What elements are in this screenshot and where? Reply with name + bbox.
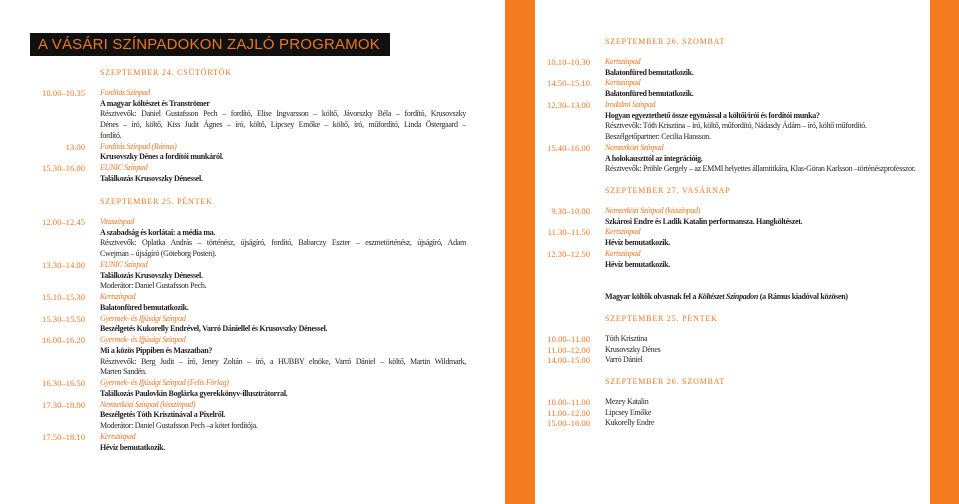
event (42, 259, 466, 292)
reading-day-heading: SZEPTEMBER 26. SZOMBAT (605, 376, 726, 386)
event-time: 15.30–16.00 (42, 163, 85, 174)
event-venue: Vitaszínpad (100, 216, 134, 226)
event-time: 17.30–18.00 (42, 399, 85, 410)
reading-time: 14.00–15.00 (547, 355, 590, 366)
event-header (42, 163, 466, 174)
event (42, 87, 466, 142)
event-header (42, 335, 466, 346)
reading-poet: Krusovszky Dénes (605, 344, 661, 354)
event-title: Találkozás Krusovszky Dénessel. (100, 173, 203, 183)
event-venue: EUNIC Színpad (100, 163, 148, 173)
event-header (42, 313, 466, 325)
event (547, 99, 925, 143)
event (42, 216, 466, 260)
event-detail-line: Résztvevők: Daniel Gustafsson Pech – fordító, Elise Ingvarsson – költő, Jávorszky Béla – fordító, Krusovszky (100, 109, 466, 119)
event-time: 16.00–16.20 (42, 335, 85, 346)
event (42, 335, 466, 378)
reading-time: 15.00–16.00 (547, 418, 590, 429)
event-time: 17.50–18.10 (42, 431, 85, 442)
event-detail-line: Résztvevők: Tóth Krisztina – író, költő, műfordító, Nádasdy Ádám – író, költő műfordító. (605, 121, 867, 131)
event (547, 248, 925, 271)
event (547, 56, 925, 79)
event-venue: Kertszínpad (605, 56, 641, 66)
event-venue: Fordítás Színpad (Rámus) (100, 141, 177, 151)
poetry-readings (547, 292, 925, 429)
event-title: Balatonfüred bemutatkozik. (605, 67, 694, 77)
readings-intro-stage: Költészet Színpadon (697, 292, 759, 302)
reading-slot (547, 355, 925, 366)
reading-slot (547, 344, 925, 356)
event (547, 227, 925, 249)
event-title: Balatonfüred bemutatkozik. (100, 302, 189, 312)
readings-intro (605, 292, 925, 303)
event-title: Találkozás Paulovkin Boglárka gyerekkönyv-illusztrátorral. (100, 388, 288, 398)
event-venue: Gyermek- és Ifjúsági Színpad (100, 335, 186, 345)
event-time: 15.30–15.50 (42, 313, 85, 324)
event-header (42, 87, 466, 99)
event-venue: Gyermek- és Ifjúsági Színpad (100, 313, 186, 323)
event-venue: Nemzetközi Színpad (kisszínpad) (605, 205, 701, 215)
event-header (551, 205, 925, 217)
reading-poet: Kukorelly Endre (605, 418, 655, 428)
event-venue: Fordítás Színpad (100, 87, 150, 97)
event-header (65, 141, 466, 153)
event (65, 141, 466, 164)
event-time: 12.30–12.50 (547, 248, 590, 259)
reading-slot (547, 418, 925, 429)
event-detail-line: fordító. (100, 130, 122, 140)
event-venue: Nemzetközi Színpad (kisszínpad) (100, 399, 196, 409)
event-detail-line: Dénes – író, költő, Kiss Judit Ágnes – író, költő, Lipcsey Emőke – költő, író, műfordító, Linda Östergaard – (100, 120, 466, 130)
event-time: 9.30–10.00 (551, 205, 590, 216)
day-heading: SZEPTEMBER 25. PÉNTEK (100, 196, 213, 206)
event-time: 14.50–15.10 (547, 78, 590, 89)
reading-time: 10.00–11.00 (547, 396, 590, 407)
event-title: Balatonfüred bemutatkozik. (605, 89, 694, 99)
reading-poet: Tóth Krisztina (605, 333, 648, 343)
left-page-program (42, 67, 466, 454)
event-header (42, 431, 466, 443)
event-header (547, 78, 925, 89)
reading-poet: Varró Dániel (605, 355, 643, 365)
event-detail-line: Cwejman – újságíró (Göteborg Posten). (100, 249, 217, 259)
event-detail-line: Résztvevők: Pröhle Gergely – az EMMI helyettes államtitkára, Klas-Göran Karlsson –történészprofesszor. (605, 164, 916, 174)
event-title: Hogyan egyeztethető össze egymással a költői/írói és fordítói munka? (605, 110, 820, 120)
event-time: 10.10–10.30 (547, 56, 590, 67)
reading-slot (547, 396, 925, 408)
right-orange-band (930, 0, 959, 504)
reading-slot (547, 333, 925, 345)
event (42, 378, 466, 400)
event-detail-line: Résztvevők: Oplatka András – történész, újságíró, fordító, Babarczy Eszter – eszmetörténész, újságíró, Adam (100, 238, 466, 248)
event-title: A szabadság és korlátai: a média ma. (100, 227, 216, 237)
event (42, 399, 466, 432)
event-time: 16.30–16.50 (42, 378, 85, 389)
reading-slot (547, 407, 925, 419)
event-title: Hévíz bemutatkozik. (605, 259, 670, 269)
event (547, 78, 925, 100)
event-title: Beszélgetés Kukorelly Endrével, Varró Dániellel és Krusovszky Dénessel. (100, 324, 328, 334)
day-heading: SZEPTEMBER 27. VASÁRNAP (605, 185, 731, 195)
event-header (547, 142, 925, 154)
event-header (42, 399, 466, 411)
event (42, 292, 466, 314)
event-title: Beszélgetés Tóth Krisztinával a Pixelről. (100, 410, 226, 420)
event-detail-line: Moderátor: Daniel Gustafsson Pech –a kötet fordítója. (100, 421, 258, 431)
event-venue: Kertszínpad (605, 78, 641, 88)
event-title: Szkárosi Endre és Ladik Katalin performansza. Hangköltészet. (605, 216, 803, 226)
event (42, 163, 466, 185)
event-header (42, 259, 466, 271)
event-venue: Nemzetközi Színpad (605, 142, 664, 152)
event (547, 142, 925, 175)
reading-time: 11.00–12.00 (547, 407, 590, 418)
event-time: 10.00–10.35 (42, 87, 85, 98)
reading-time: 10.00–11.00 (547, 333, 590, 344)
event-title: A magyar költészet és Tranströmer (100, 98, 210, 108)
event-time: 15.10–15.30 (42, 292, 85, 303)
event-detail-line: Marten Sandén. (100, 367, 147, 377)
event-title: Hévíz bemutatkozik. (100, 442, 165, 452)
event-time: 13.00 (65, 141, 85, 152)
day-heading: SZEPTEMBER 24. CSÜTÖRTÖK (100, 67, 232, 77)
event-time: 11.30–11.50 (547, 227, 590, 238)
event-header (547, 248, 925, 260)
event-header (42, 292, 466, 303)
event-header (42, 216, 466, 228)
event-detail-line: Beszélgetőpartner: Cecilia Hansson. (605, 132, 711, 142)
event-venue: Kertszínpad (605, 248, 641, 258)
event-header (547, 56, 925, 68)
program-title-band (30, 33, 390, 56)
event-header (547, 227, 925, 238)
reading-time: 11.00–12.00 (547, 344, 590, 355)
reading-poet: Mezey Katalin (605, 396, 649, 406)
event-title: Krusovszky Dénes a fordítói munkáról. (100, 152, 224, 162)
event-title: Hévíz bemutatkozik. (605, 238, 670, 248)
event-time: 12.30–13.00 (547, 99, 590, 110)
right-page-program (547, 36, 925, 430)
event-detail-line: Moderátor: Daniel Gustafsson Pech. (100, 281, 207, 291)
event-time: 12.00–12.45 (42, 216, 85, 227)
event (42, 431, 466, 454)
event (551, 205, 925, 228)
event-venue: Kertszínpad (100, 431, 136, 441)
reading-day-heading: SZEPTEMBER 25. PÉNTEK (605, 313, 718, 323)
event (42, 313, 466, 336)
event-venue: EUNIC Színpad (100, 259, 148, 269)
page-title: A VÁSÁRI SZÍNPADOKON ZAJLÓ PROGRAMOK (38, 36, 380, 53)
event-header (42, 378, 466, 389)
event-title: Találkozás Krusovszky Dénessel. (100, 270, 203, 280)
event-header (547, 99, 925, 111)
reading-poet: Lipcsey Emőke (605, 407, 652, 417)
readings-intro-publisher: (a Rámus kiadóval közösen) (758, 292, 848, 302)
event-time: 13.30–14.00 (42, 259, 85, 270)
event-title: A holokauszttól az integrációig. (605, 153, 703, 163)
event-venue: Gyermek- és Ifjúsági Színpad (Felis Förlag) (100, 378, 229, 388)
event-title: Mi a közös Pippiben és Maszatban? (100, 345, 213, 355)
day-heading: SZEPTEMBER 26. SZOMBAT (605, 36, 726, 46)
readings-intro-text: Magyar költők olvasnak fel a (605, 292, 698, 302)
event-detail-line: Résztvevők: Berg Judit – író, Jeney Zoltán – író, a HUBBY elnöke, Varró Dániel – költő, Martin Wildmark, (100, 356, 466, 366)
center-orange-band (505, 0, 535, 504)
event-time: 15.40–16.00 (547, 142, 590, 153)
event-venue: Irodalmi Színpad (605, 99, 656, 109)
event-venue: Kertszínpad (100, 292, 136, 302)
event-venue: Kertszínpad (605, 227, 641, 237)
